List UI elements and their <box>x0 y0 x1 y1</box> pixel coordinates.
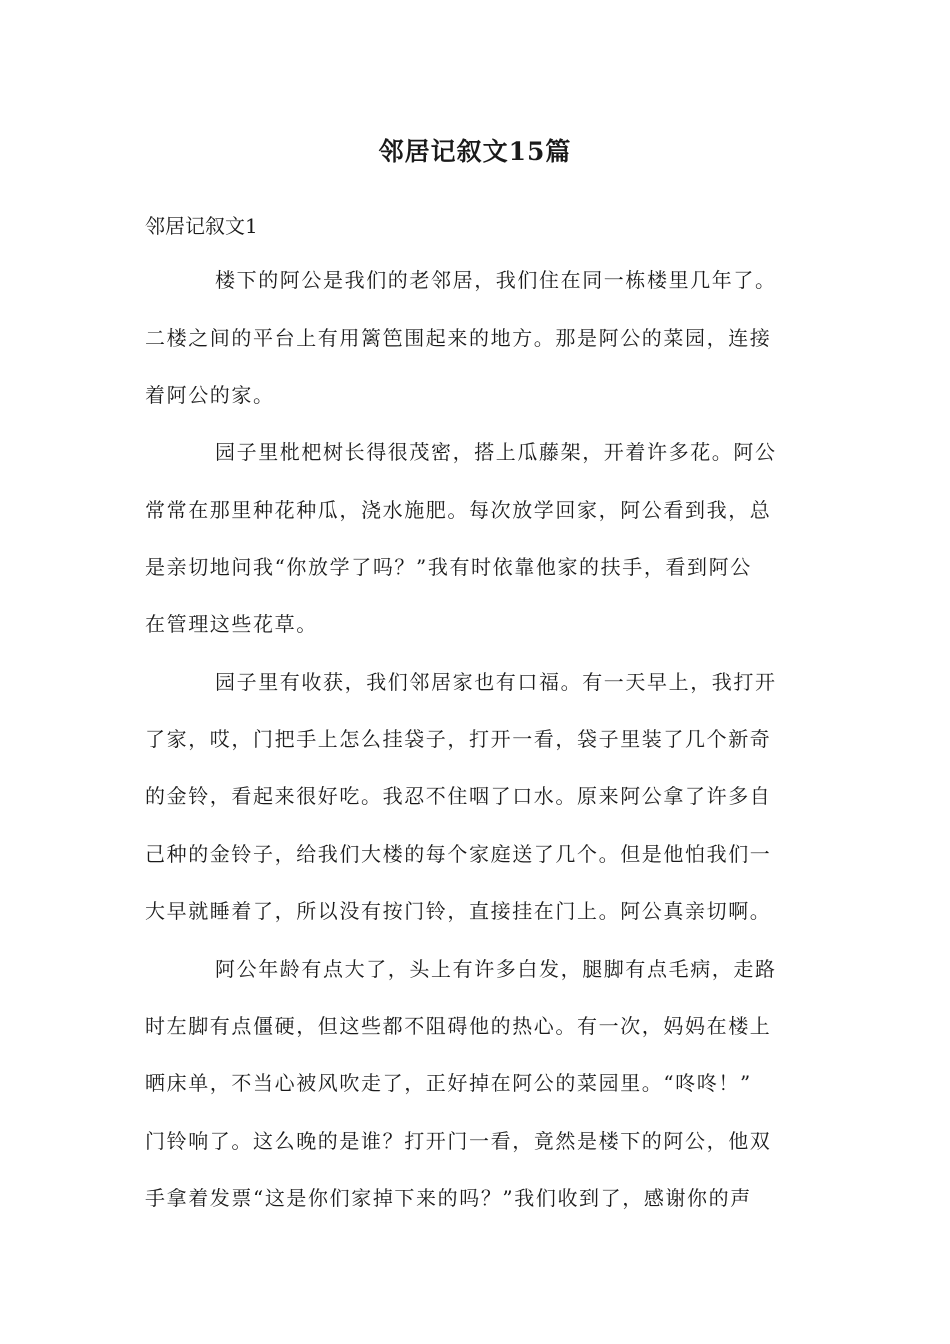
document-title: 邻居记叙文15篇 <box>378 137 572 166</box>
paragraph-line: 园子里有收获，我们邻居家也有口福。有一天早上，我打开 <box>215 670 777 694</box>
paragraph-line: 门铃响了。这么晚的是谁？打开门一看，竟然是楼下的阿公，他双 <box>145 1129 772 1153</box>
paragraph-line: 晒床单，不当心被风吹走了，正好掉在阿公的菜园里。“咚咚！” <box>145 1071 752 1095</box>
section-heading: 邻居记叙文1 <box>145 214 258 238</box>
paragraph-line: 在管理这些花草。 <box>145 612 318 636</box>
paragraph-line: 是亲切地问我“你放学了吗？”我有时依靠他家的扶手，看到阿公 <box>145 555 752 579</box>
paragraph-line: 常常在那里种花种瓜，浇水施肥。每次放学回家，阿公看到我，总 <box>145 498 772 522</box>
paragraph-line: 时左脚有点僵硬，但这些都不阻碍他的热心。有一次，妈妈在楼上 <box>145 1014 772 1038</box>
paragraph-line: 着阿公的家。 <box>145 383 275 407</box>
paragraph-line: 大早就睡着了，所以没有按门铃，直接挂在门上。阿公真亲切啊。 <box>145 899 772 923</box>
paragraph-line: 阿公年龄有点大了，头上有许多白发，腿脚有点毛病，走路 <box>215 957 777 981</box>
paragraph-line: 楼下的阿公是我们的老邻居，我们住在同一栋楼里几年了。 <box>215 268 777 292</box>
paragraph-line: 的金铃，看起来很好吃。我忍不住咽了口水。原来阿公拿了许多自 <box>145 784 772 808</box>
paragraph-line: 了家，哎，门把手上怎么挂袋子，打开一看，袋子里装了几个新奇 <box>145 727 772 751</box>
paragraph-line: 手拿着发票“这是你们家掉下来的吗？”我们收到了，感谢你的声 <box>145 1186 752 1210</box>
paragraph-line: 园子里枇杷树长得很茂密，搭上瓜藤架，开着许多花。阿公 <box>215 440 777 464</box>
paragraph-line: 己种的金铃子，给我们大楼的每个家庭送了几个。但是他怕我们一 <box>145 842 772 866</box>
paragraph-line: 二楼之间的平台上有用篱笆围起来的地方。那是阿公的菜园，连接 <box>145 326 772 350</box>
